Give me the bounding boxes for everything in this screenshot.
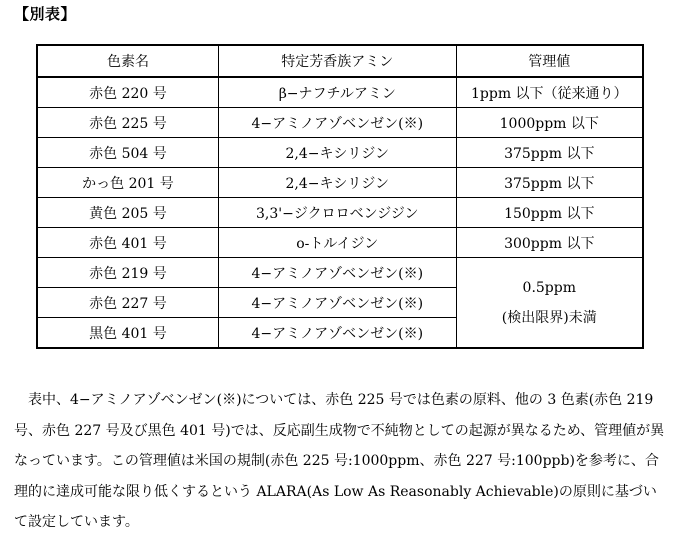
- table-header-row: [37, 45, 643, 77]
- pigment-name-cell: 赤色 227 号: [37, 288, 218, 318]
- table-row: [37, 108, 643, 138]
- table-row: [37, 77, 643, 108]
- amine-cell: 4−アミノアゾベンゼン(※): [218, 108, 456, 138]
- table-row: [37, 258, 643, 288]
- merged-control-value: 0.5ppm: [522, 279, 576, 296]
- control-value-cell: 1ppm 以下（従来通り）: [456, 77, 643, 108]
- control-value-cell: 1000ppm 以下: [456, 108, 643, 138]
- amine-cell: 2,4−キシリジン: [218, 168, 456, 198]
- pigment-name-cell: 黒色 401 号: [37, 318, 218, 349]
- amine-cell: 4−アミノアゾベンゼン(※): [218, 288, 456, 318]
- header-control-value: 管理値: [456, 45, 643, 77]
- explanatory-note: 表中、4−アミノアゾベンゼン(※)については、赤色 225 号では色素の原料、他の 3 色素(赤色 219 号、赤色 227 号及び黒色 401 号)では、反応副生成物で不純物としての起源が異なるため、管理値が異なっています。この管理値は米国の規制(赤色 225 号:1000ppm、赤色 227 号:100ppb)を参考に、合理的に達成可能な限り低くするという ALARA(As Low As Reasonably Achievable)の原則に基づいて設定しています。: [14, 392, 665, 530]
- pigment-name-cell: かっ色 201 号: [37, 168, 218, 198]
- pigment-name-cell: 赤色 220 号: [37, 77, 218, 108]
- amine-cell: 3,3'−ジクロロベンジジン: [218, 198, 456, 228]
- section-heading: 【別表】: [14, 5, 77, 23]
- control-value-cell: 375ppm 以下: [456, 168, 643, 198]
- merged-control-value-cell: [456, 258, 643, 349]
- control-value-cell: 300ppm 以下: [456, 228, 643, 258]
- table-row: [37, 198, 643, 228]
- header-aromatic-amine: 特定芳香族アミン: [218, 45, 456, 77]
- pigment-name-cell: 赤色 401 号: [37, 228, 218, 258]
- pigment-name-cell: 黄色 205 号: [37, 198, 218, 228]
- pigment-name-cell: 赤色 219 号: [37, 258, 218, 288]
- header-pigment-name: 色素名: [37, 45, 218, 77]
- control-value-cell: 150ppm 以下: [456, 198, 643, 228]
- table-row: [37, 228, 643, 258]
- control-value-cell: 375ppm 以下: [456, 138, 643, 168]
- control-values-table: [36, 44, 644, 349]
- table-row: [37, 138, 643, 168]
- amine-cell: 4−アミノアゾベンゼン(※): [218, 258, 456, 288]
- amine-cell: β−ナフチルアミン: [218, 77, 456, 108]
- amine-cell: 4−アミノアゾベンゼン(※): [218, 318, 456, 349]
- amine-cell: 2,4−キシリジン: [218, 138, 456, 168]
- table-row: [37, 168, 643, 198]
- merged-control-note: (検出限界)未満: [501, 309, 597, 326]
- pigment-name-cell: 赤色 225 号: [37, 108, 218, 138]
- pigment-name-cell: 赤色 504 号: [37, 138, 218, 168]
- amine-cell: o-トルイジン: [218, 228, 456, 258]
